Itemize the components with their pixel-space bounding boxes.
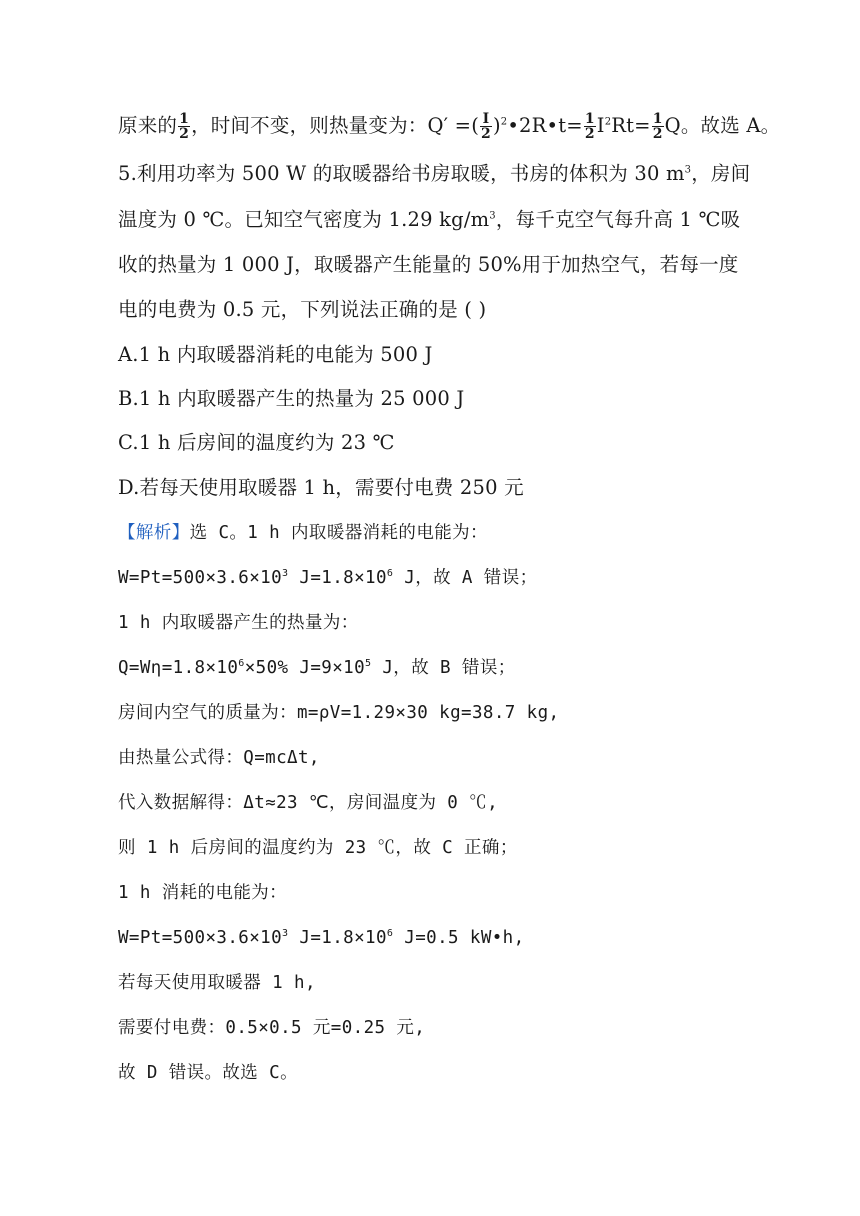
option-b: B.1 h 内取暖器产生的热量为 25 000 J — [118, 387, 465, 410]
question-line-4: 电的电费为 0.5 元，下列说法正确的是 ( ) — [118, 298, 487, 321]
question-line-1: 5.利用功率为 500 W 的取暖器给书房取暖，书房的体积为 30 $m^3$，房间 — [118, 162, 751, 185]
question-line-2: 温度为 0 ℃。已知空气密度为 1.29 $kg/m^3$，每千克空气每升高 1 ℃吸 — [118, 208, 741, 231]
analysis-line-6: 由热量公式得：Q=mcΔt, — [118, 748, 320, 768]
analysis-line-4: $Q=W\eta=1.8\times 10^6\times 50\%$ $J=9\times 10^5$ J，故 B 错误； — [118, 658, 516, 678]
analysis-line-3: 1 h 内取暖器产生的热量为： — [118, 613, 359, 633]
analysis-line-2: $W=Pt=500\times 3.6\times 10^3$ $J=1.8\times 10^6$ J，故 A 错误； — [118, 568, 538, 588]
analysis-line-9: 1 h 消耗的电能为： — [118, 883, 288, 903]
analysis-line-11: 若每天使用取暖器 1 h, — [118, 973, 316, 993]
intro-middle: ，时间不变，则热量变为：Q′ =( — [191, 114, 480, 137]
fraction-i-over-2: $\frac{I}{2}$ — [481, 111, 491, 142]
analysis-line-7: 代入数据解得：Δt≈23 ℃，房间温度为 0 ℃, — [118, 793, 499, 813]
analysis-line-12: 需要付电费：0.5×0.5 元=0.25 元, — [118, 1018, 426, 1038]
option-d: D.若每天使用取暖器 1 h，需要付电费 250 元 — [118, 476, 524, 499]
analysis-line-5: 房间内空气的质量为：m=ρV=1.29×30 kg=38.7 kg, — [118, 703, 560, 723]
fraction-one-half-c: $\frac{1}{2}$ — [652, 111, 663, 142]
analysis-line-8: 则 1 h 后房间的温度约为 23 ℃，故 C 正确； — [118, 838, 518, 858]
option-c: C.1 h 后房间的温度约为 23 ℃ — [118, 431, 395, 454]
fraction-one-half: $\frac{1}{2}$ — [179, 111, 190, 142]
analysis-line-13: 故 D 错误。故选 C。 — [118, 1063, 298, 1083]
analysis-tag: 【解析】 — [118, 523, 190, 543]
option-a: A.1 h 内取暖器消耗的电能为 500 J — [118, 343, 433, 366]
analysis-line-10: $W=Pt=500\times 3.6\times 10^3$ $J=1.8\times 10^6$ J=0.5 kW•h, — [118, 928, 525, 948]
intro-line: 原来的 $\frac{1}{2}$ ，时间不变，则热量变为：Q′ =( $\frac{I}{2}$ )$^2$•2R•t= $\frac{1}{2}$ $I^2Rt=$ $\frac{1}{2}$ Q。故选 A。 — [118, 111, 781, 142]
question-line-3: 收的热量为 1 000 J，取暖器产生能量的 50%用于加热空气，若每一度 — [118, 253, 739, 276]
intro-prefix: 原来的 — [118, 114, 178, 137]
analysis-line-1: 【解析】选 C。1 h 内取暖器消耗的电能为： — [118, 523, 488, 543]
fraction-one-half-b: $\frac{1}{2}$ — [584, 111, 595, 142]
